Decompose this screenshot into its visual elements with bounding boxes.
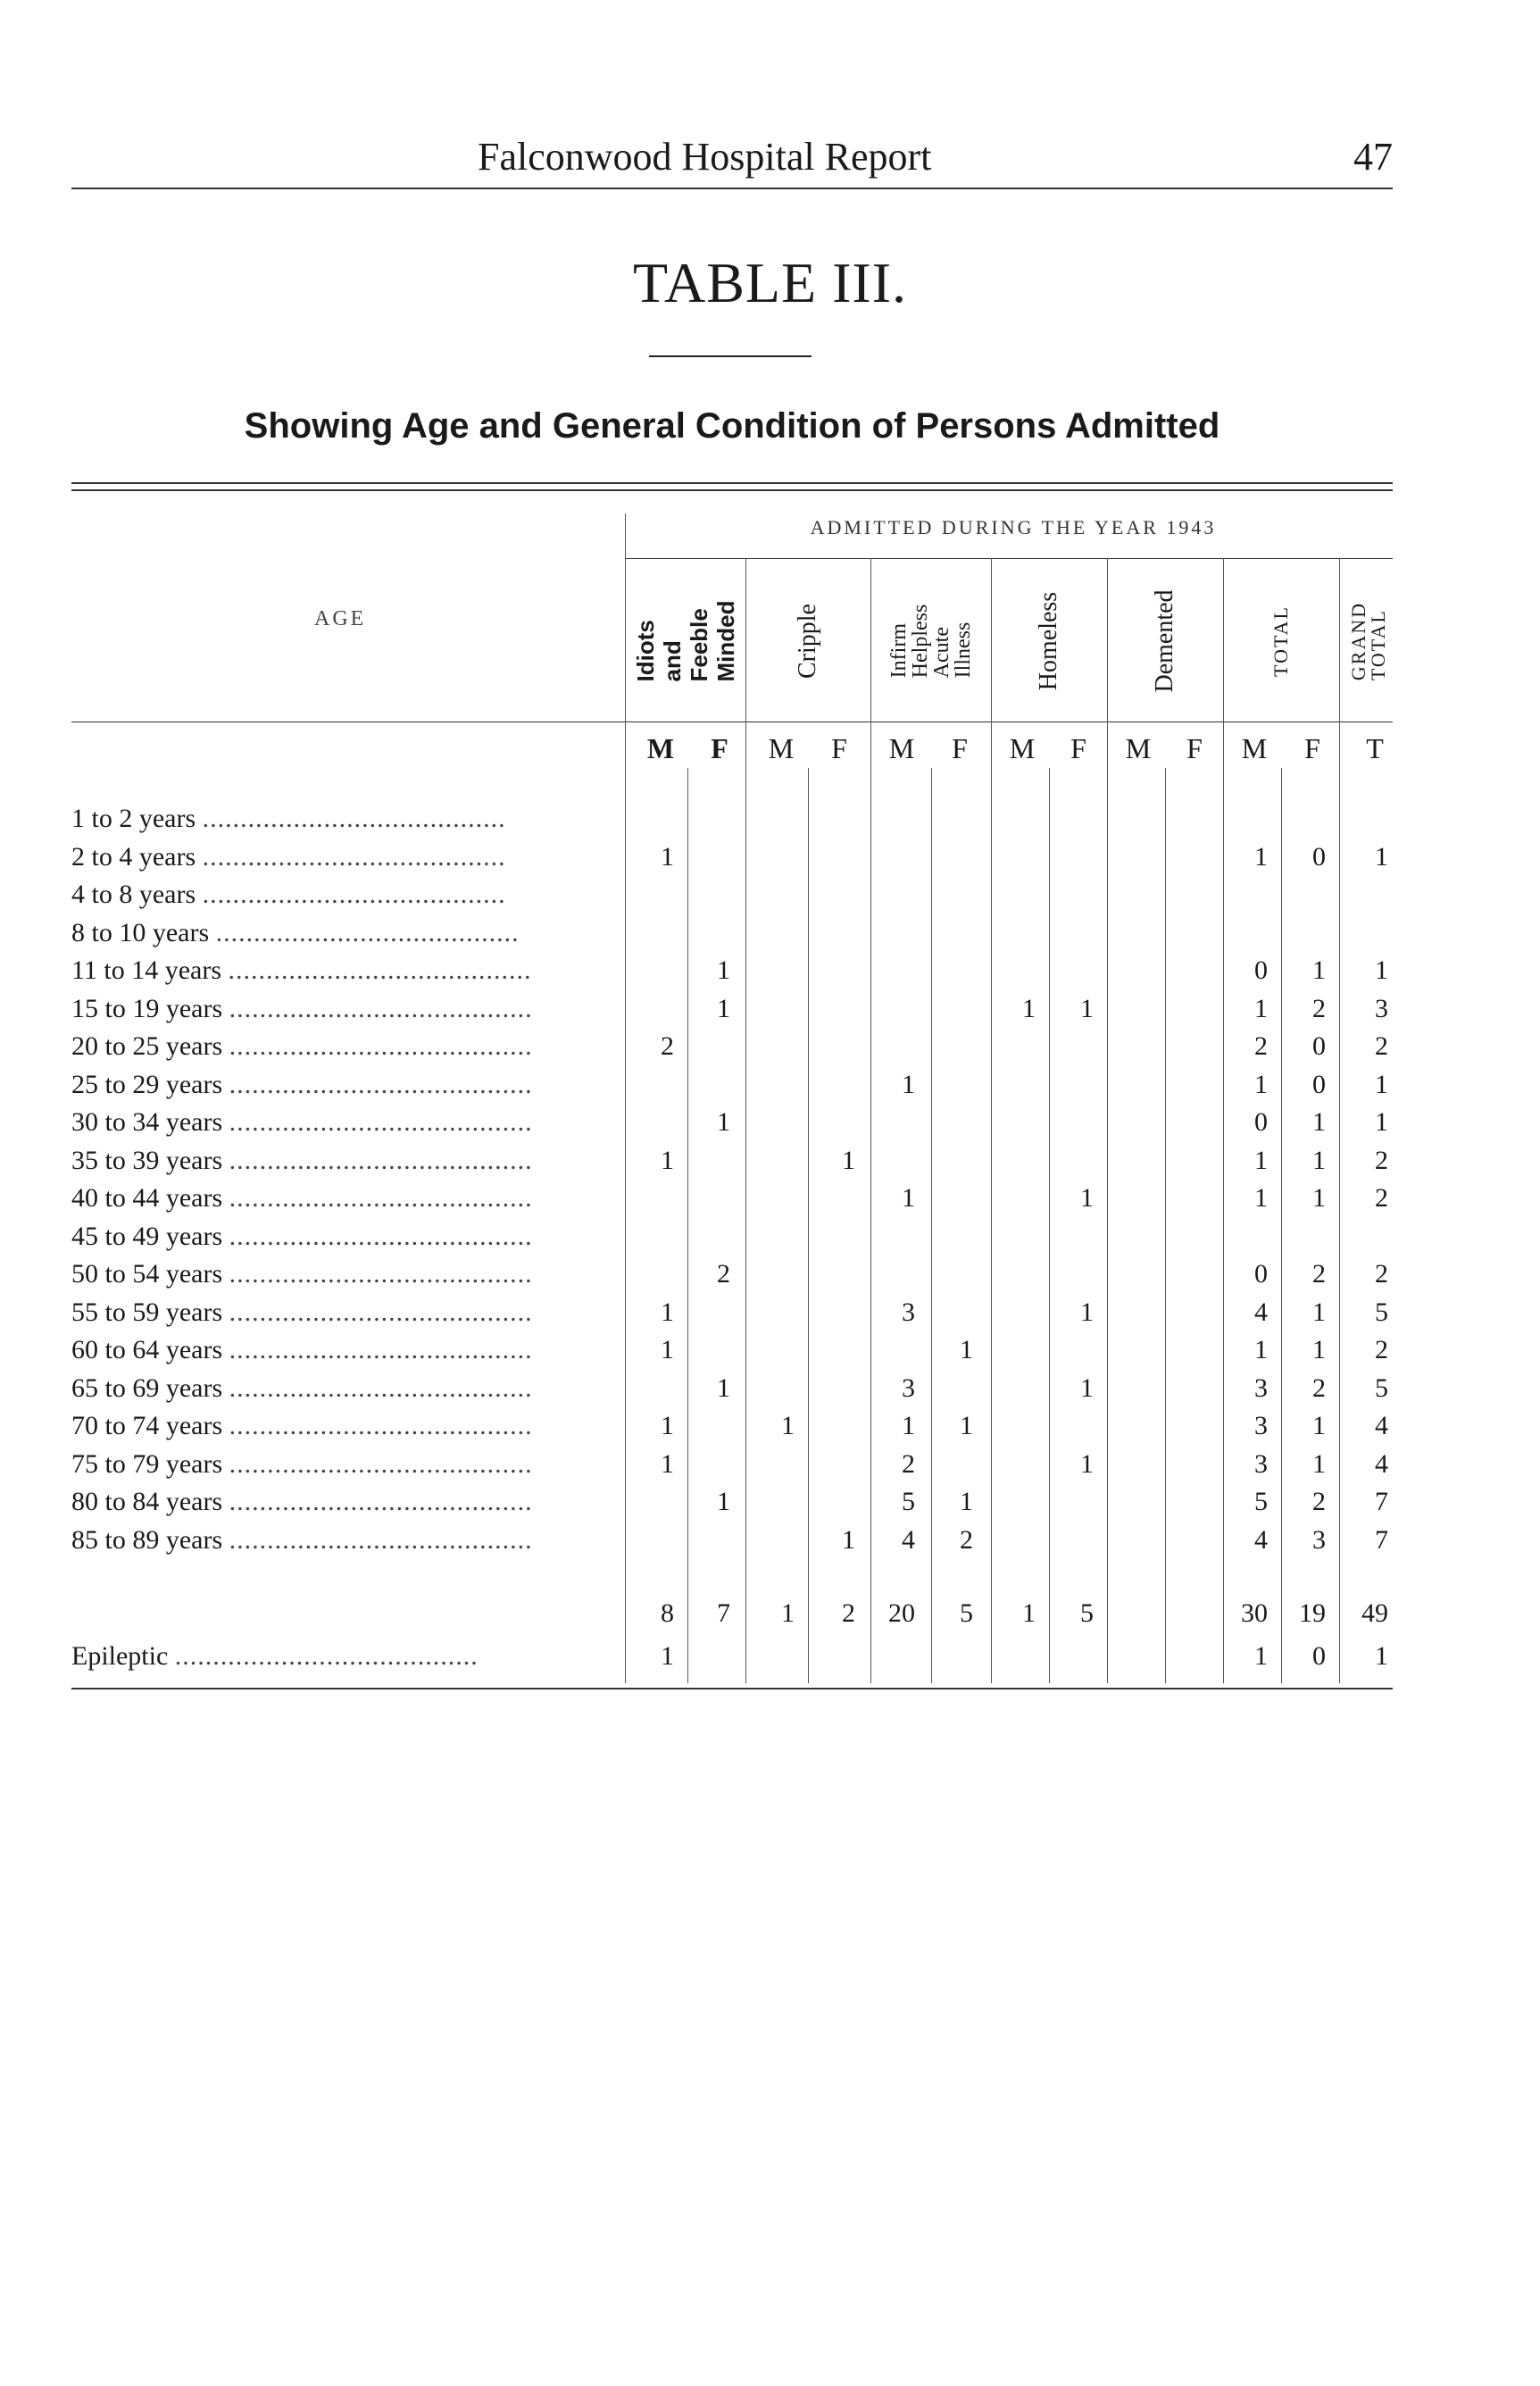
running-head xyxy=(71,134,1393,189)
dot-leader: ........................................ xyxy=(229,1335,533,1364)
dot-leader: ........................................ xyxy=(229,1221,533,1251)
table-cell: 3 xyxy=(1312,1524,1326,1555)
page-number: 47 xyxy=(1353,135,1393,179)
table-row-label xyxy=(71,994,533,1024)
subheader-m: M xyxy=(1125,732,1152,764)
table-cell: 2 xyxy=(960,1524,973,1555)
divider-after-idiots xyxy=(745,558,746,1683)
dot-leader: ........................................ xyxy=(229,993,533,1023)
colhead-demented-label: Demented xyxy=(1151,589,1178,693)
table-cell: 2 xyxy=(1312,1259,1326,1289)
table-cell: 1 xyxy=(1312,1411,1326,1440)
table-cell: 1 xyxy=(902,1069,915,1099)
subheader-m: M xyxy=(646,732,675,764)
table-cell: 0 xyxy=(1254,955,1268,985)
table-cell: 1 xyxy=(1312,955,1326,985)
admitted-divider xyxy=(625,558,1393,559)
table-row-label xyxy=(71,1107,533,1138)
table-row-label xyxy=(71,1411,533,1441)
mf-divider xyxy=(687,768,688,1683)
table-cell: 1 xyxy=(1022,1598,1036,1628)
table-cell: 1 xyxy=(1375,1641,1388,1671)
subheader-m: M xyxy=(1009,732,1036,764)
table-row-label xyxy=(71,880,506,910)
table-row-label xyxy=(71,1222,533,1252)
table-cell: 2 xyxy=(1312,1487,1326,1516)
table-cell: 5 xyxy=(902,1487,915,1516)
colhead-cripple-label: Cripple xyxy=(794,604,821,679)
table-cell: 1 xyxy=(1080,1297,1094,1327)
colhead-idiots-label: Idiots and Feeble Minded xyxy=(632,600,739,682)
table-cell: 2 xyxy=(1312,993,1326,1023)
table-cell: 0 xyxy=(1312,1069,1326,1099)
table-row-label-text: 15 to 19 years xyxy=(71,993,223,1023)
subheader-f: F xyxy=(711,732,728,764)
table-cell: 7 xyxy=(717,1598,730,1628)
table-cell: 1 xyxy=(1375,1107,1388,1137)
table-cell: 1 xyxy=(717,1487,730,1516)
subheader-m: M xyxy=(1241,732,1268,764)
table-cell: 1 xyxy=(1375,955,1388,985)
table-cell: 2 xyxy=(717,1259,730,1289)
table-cell: 8 xyxy=(661,1598,674,1628)
table-cell: 1 xyxy=(960,1487,973,1516)
table-cell: 1 xyxy=(1312,1107,1326,1137)
table-row-label xyxy=(71,1031,533,1062)
table-row-label-text: 70 to 74 years xyxy=(71,1411,223,1440)
table-cell: 1 xyxy=(717,955,730,985)
dot-leader: ........................................ xyxy=(229,1411,533,1440)
table-row-label-text: 20 to 25 years xyxy=(71,1031,223,1061)
table-row-label-text: 75 to 79 years xyxy=(71,1448,223,1479)
table-row-label-text: 65 to 69 years xyxy=(71,1372,223,1403)
dot-leader: ........................................ xyxy=(229,1487,533,1516)
table-row-label xyxy=(71,842,506,872)
table-cell: 1 xyxy=(717,1372,730,1403)
table-cell: 0 xyxy=(1254,1107,1268,1137)
table-cell: 1 xyxy=(1254,1145,1268,1175)
table-top-rule-1 xyxy=(71,482,1393,484)
dot-leader: ........................................ xyxy=(229,1448,533,1479)
dot-leader: ........................................ xyxy=(202,880,506,909)
epileptic-row-label-text: Epileptic xyxy=(71,1641,169,1671)
table-cell: 3 xyxy=(1375,993,1388,1023)
table-cell: 1 xyxy=(1022,993,1036,1023)
divider-after-homeless xyxy=(1107,558,1108,1683)
table-cell: 5 xyxy=(1080,1598,1094,1628)
table-cell: 1 xyxy=(1080,1448,1094,1479)
report-title: Falconwood Hospital Report xyxy=(478,135,932,179)
table-cell: 1 xyxy=(842,1145,855,1175)
dot-leader: ........................................ xyxy=(229,1145,533,1175)
table-cell: 2 xyxy=(1254,1031,1268,1061)
table-cell: 1 xyxy=(717,993,730,1023)
table-cell: 2 xyxy=(1312,1372,1326,1403)
table-row-label-text: 40 to 44 years xyxy=(71,1183,223,1213)
table-cell: 5 xyxy=(1254,1487,1268,1516)
table-row-label-text: 55 to 59 years xyxy=(71,1297,223,1327)
table-cell: 1 xyxy=(1080,1372,1094,1403)
table-cell: 1 xyxy=(781,1411,795,1440)
table-cell: 1 xyxy=(1254,993,1268,1023)
table-cell: 1 xyxy=(661,841,674,872)
age-heading: AGE xyxy=(314,607,367,630)
table-row-label xyxy=(71,1449,533,1480)
table-cell: 5 xyxy=(1375,1372,1388,1403)
subheader-f: F xyxy=(831,732,847,764)
table-cell: 5 xyxy=(1375,1297,1388,1327)
table-row-label xyxy=(71,804,506,834)
colhead-total-label: TOTAL xyxy=(1269,605,1292,677)
table-cell: 4 xyxy=(1254,1524,1268,1555)
table-cell: 2 xyxy=(1375,1145,1388,1175)
admitted-caption: ADMITTED DURING THE YEAR 1943 xyxy=(810,516,1217,538)
dot-leader: ........................................ xyxy=(229,1259,533,1289)
table-cell: 20 xyxy=(888,1598,915,1628)
table-cell: 4 xyxy=(1254,1297,1268,1327)
dot-leader: ........................................ xyxy=(174,1641,479,1671)
divider-before-grand-total xyxy=(1339,558,1340,1683)
table-cell: 2 xyxy=(661,1031,674,1061)
table-title: TABLE III. xyxy=(633,251,907,314)
table-row-label-text: 60 to 64 years xyxy=(71,1335,223,1364)
table-row-label-text: 85 to 89 years xyxy=(71,1524,223,1555)
table-cell: 1 xyxy=(902,1411,915,1440)
table-cell: 3 xyxy=(902,1297,915,1327)
dot-leader: ........................................ xyxy=(202,841,506,872)
dot-leader: ........................................ xyxy=(229,1069,533,1099)
subheader-f: F xyxy=(952,732,968,764)
mf-divider xyxy=(1165,768,1166,1683)
table-row-label-text: 50 to 54 years xyxy=(71,1259,223,1289)
table-cell: 1 xyxy=(781,1598,795,1628)
table-row-label xyxy=(71,1183,533,1214)
table-cell: 1 xyxy=(960,1335,973,1364)
table-cell: 1 xyxy=(661,1145,674,1175)
table-bottom-rule xyxy=(71,1688,1393,1689)
subheader-f: F xyxy=(1304,732,1320,764)
table-row-label-text: 4 to 8 years xyxy=(71,880,196,909)
table-row-label-text: 1 to 2 years xyxy=(71,804,196,833)
subheader-f: F xyxy=(1070,732,1086,764)
subheader-t: T xyxy=(1366,732,1384,764)
table-cell: 3 xyxy=(1254,1448,1268,1479)
table-row-label-text: 80 to 84 years xyxy=(71,1487,223,1516)
table-row-label xyxy=(71,1070,533,1100)
colhead-homeless-label: Homeless xyxy=(1035,591,1062,691)
dot-leader: ........................................ xyxy=(202,804,506,833)
table-cell: 1 xyxy=(1375,841,1388,872)
mf-divider xyxy=(808,768,809,1683)
table-row-label xyxy=(71,1297,533,1328)
table-row-label xyxy=(71,1146,533,1176)
table-row-label xyxy=(71,1259,533,1289)
dot-leader: ........................................ xyxy=(229,1183,533,1213)
table-cell: 1 xyxy=(1254,841,1268,872)
dot-leader: ........................................ xyxy=(229,1372,533,1403)
dot-leader: ........................................ xyxy=(229,1107,533,1137)
table-cell: 2 xyxy=(1375,1031,1388,1061)
dot-leader: ........................................ xyxy=(229,1031,533,1061)
divider-after-demented xyxy=(1223,558,1224,1683)
table-cell: 1 xyxy=(1254,1069,1268,1099)
table-cell: 1 xyxy=(1312,1183,1326,1213)
table-cell: 2 xyxy=(1375,1335,1388,1364)
table-cell: 3 xyxy=(1254,1411,1268,1440)
table-cell: 4 xyxy=(1375,1411,1388,1440)
table-cell: 2 xyxy=(1375,1259,1388,1289)
epileptic-row-label xyxy=(71,1641,479,1672)
table-row-label-text: 11 to 14 years xyxy=(71,955,222,985)
table-cell: 1 xyxy=(1375,1069,1388,1099)
table-cell: 7 xyxy=(1375,1487,1388,1516)
table-cell: 2 xyxy=(1375,1183,1388,1213)
table-cell: 1 xyxy=(1312,1335,1326,1364)
table-row-label-text: 25 to 29 years xyxy=(71,1069,223,1099)
subheader-f: F xyxy=(1186,732,1203,764)
table-cell: 1 xyxy=(1254,1335,1268,1364)
colhead-infirm-label: Infirm Helpless Acute Illness xyxy=(887,604,975,679)
table-cell: 49 xyxy=(1361,1598,1388,1628)
table-cell: 1 xyxy=(1254,1183,1268,1213)
table-cell: 4 xyxy=(902,1524,915,1555)
table-cell: 2 xyxy=(842,1598,855,1628)
table-cell: 5 xyxy=(960,1598,973,1628)
dot-leader: ........................................ xyxy=(229,1524,533,1555)
table-row-label-text: 35 to 39 years xyxy=(71,1145,223,1175)
table-cell: 1 xyxy=(1080,993,1094,1023)
table-cell: 1 xyxy=(1312,1145,1326,1175)
table-row-label-text: 30 to 34 years xyxy=(71,1107,223,1137)
divider-after-infirm xyxy=(991,558,992,1683)
mf-divider xyxy=(1049,768,1050,1683)
subheader-m: M xyxy=(888,732,915,764)
dot-leader: ........................................ xyxy=(228,955,532,985)
table-cell: 1 xyxy=(717,1107,730,1137)
title-rule xyxy=(649,355,812,357)
mf-divider xyxy=(931,768,932,1683)
divider-after-cripple xyxy=(870,558,871,1683)
table-cell: 0 xyxy=(1254,1259,1268,1289)
table-cell: 0 xyxy=(1312,841,1326,872)
table-cell: 1 xyxy=(661,1411,674,1440)
table-cell: 0 xyxy=(1312,1641,1326,1671)
table-cell: 1 xyxy=(902,1183,915,1213)
table-top-rule-2 xyxy=(71,489,1393,491)
dot-leader: ........................................ xyxy=(229,1297,533,1327)
table-cell: 1 xyxy=(661,1335,674,1364)
table-cell: 3 xyxy=(1254,1372,1268,1403)
table-subtitle: Showing Age and General Condition of Persons Admitted xyxy=(244,406,1220,446)
table-row-label-text: 45 to 49 years xyxy=(71,1221,223,1251)
table-cell: 30 xyxy=(1241,1598,1268,1628)
table-cell: 2 xyxy=(902,1448,915,1479)
table-row-label-text: 8 to 10 years xyxy=(71,917,210,947)
table-cell: 1 xyxy=(960,1411,973,1440)
mf-divider xyxy=(1281,768,1282,1683)
table-row-label xyxy=(71,1487,533,1517)
table-cell: 1 xyxy=(661,1448,674,1479)
table-row-label-text: 2 to 4 years xyxy=(71,841,196,872)
table-cell: 1 xyxy=(1312,1297,1326,1327)
table-cell: 3 xyxy=(902,1372,915,1403)
table-row-label xyxy=(71,955,532,986)
table-cell: 1 xyxy=(661,1297,674,1327)
table-row-label xyxy=(71,918,520,948)
table-cell: 19 xyxy=(1299,1598,1326,1628)
table-row-label xyxy=(71,1335,533,1365)
table-cell: 7 xyxy=(1375,1524,1388,1555)
table-cell: 1 xyxy=(1312,1448,1326,1479)
dot-leader: ........................................ xyxy=(215,917,520,947)
table-row-label xyxy=(71,1525,533,1556)
age-column-divider xyxy=(625,513,626,1683)
table-row-label xyxy=(71,1373,533,1404)
colhead-grand-total-label: GRAND TOTAL xyxy=(1347,601,1389,681)
subheader-m: M xyxy=(768,732,795,764)
table-cell: 0 xyxy=(1312,1031,1326,1061)
table-cell: 1 xyxy=(661,1641,674,1671)
table-cell: 1 xyxy=(842,1524,855,1555)
table-cell: 4 xyxy=(1375,1448,1388,1479)
table-cell: 1 xyxy=(1254,1641,1268,1671)
table-cell: 1 xyxy=(1080,1183,1094,1213)
